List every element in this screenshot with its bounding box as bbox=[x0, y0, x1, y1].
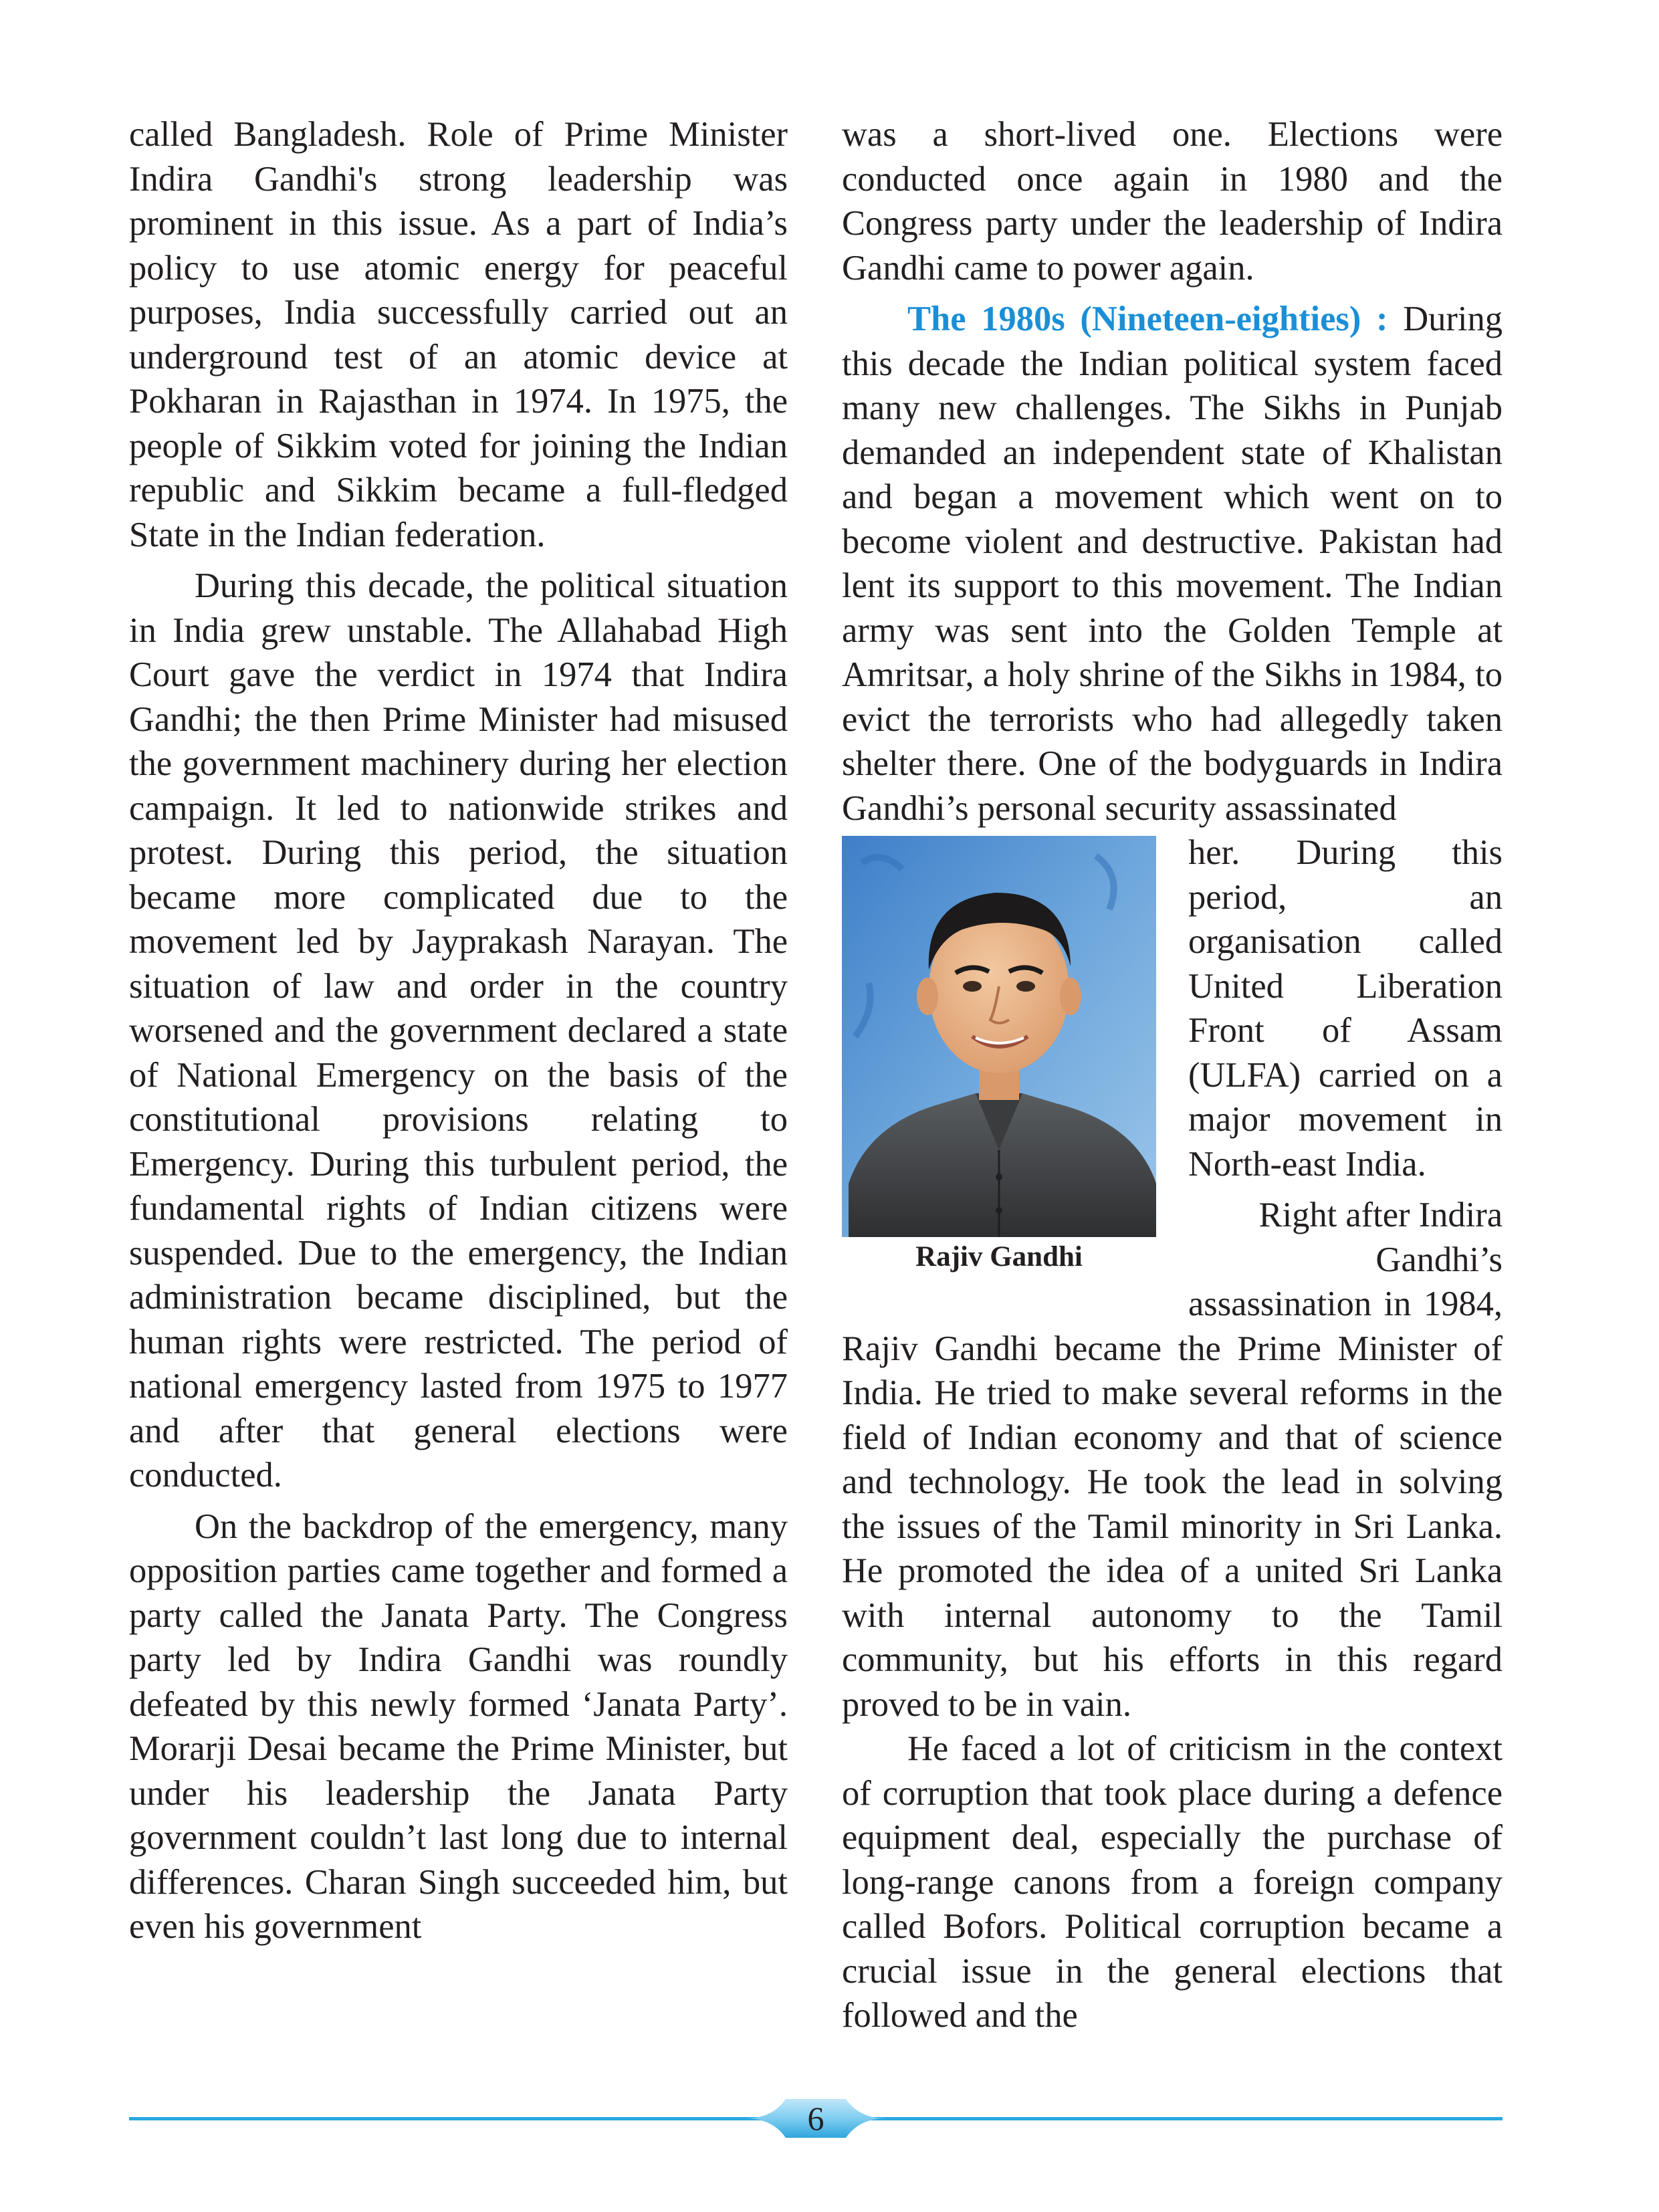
right-paragraph-3: assassination in 1984, Rajiv Gandhi became the Prime Minister of India. He tried to make several reforms in the field of Indian economy and that of science and technology. He took the lead in solving the issues of the Tamil minority in Sri Lanka. He promoted the idea of a united Sri Lanka with internal autonomy to the Tamil community, but his efforts in this regard proved to be in vain. bbox=[842, 1285, 1503, 1724]
right-paragraph-2 bbox=[842, 297, 1503, 831]
right-paragraph-4: He faced a lot of criticism in the context of corruption that took place during a defence equipment deal, especially the purchase of long-range canons from a foreign company called Bofors. Political corruption became a crucial issue in the general elections that followed and the bbox=[842, 1729, 1503, 2035]
right-paragraph-2-body: During this decade the Indian political system faced many new challenges. The Sikhs in Punjab demanded an independent state of Khalistan and began a movement which went on to become violent and destructive. Pakistan had lent its support to this movement. The Indian army was sent into the Golden Temple at Amritsar, a holy shrine of the Sikhs in 1984, to evict the terrorists who had allegedly taken shelter there. One of the bodyguards in Indira Gandhi’s personal security assassinated bbox=[842, 300, 1503, 828]
portrait-illustration-icon bbox=[842, 836, 1156, 1237]
right-paragraph-2-wrap: her. During this period, an organisation called United Liberation Front of Assam (ULFA) carried on a major movement in North-east India. bbox=[1188, 833, 1503, 1184]
page-number: 6 bbox=[807, 2100, 824, 2137]
right-paragraph-1: was a short-lived one. Elections were conducted once again in 1980 and the Congress party under the leadership of Indira Gandhi came to power again. bbox=[842, 115, 1503, 288]
section-heading-1980s: The 1980s (Nineteen-eighties) : bbox=[907, 300, 1388, 338]
figure-wrap-block bbox=[842, 831, 1503, 1727]
left-paragraph-3: On the backdrop of the emergency, many opposition parties came together and formed a party called the Janata Party. The Congress party led by Indira Gandhi was roundly defeated by this newly formed ‘Janata Party’. Morarji Desai became the Prime Minister, but under his leadership the Janata Party government couldn’t last long due to internal differences. Charan Singh succeeded him, but even his government bbox=[129, 1507, 788, 1946]
left-paragraph-2: During this decade, the political situation in India grew unstable. The Allahabad High Court gave the verdict in 1974 that Indira Gandhi; the then Prime Minister had misused the government machinery during her election campaign. It led to nationwide strikes and protest. During this period, the situation became more complicated due to the movement led by Jayprakash Narayan. The situation of law and order in the country worsened and the government declared a state of National Emergency on the basis of the constitutional provisions relating to Emergency. During this turbulent period, the fundamental rights of Indian citizens were suspended. Due to the emergency, the Indian administration became disciplined, but the human rights were restricted. The period of national emergency lasted from 1975 to 1977 and after that general elections were conducted. bbox=[129, 566, 788, 1495]
footer-rule-right bbox=[863, 2117, 1503, 2120]
right-column bbox=[842, 112, 1503, 2038]
portrait-figure bbox=[842, 836, 1170, 1304]
footer-rule-left bbox=[129, 2117, 771, 2120]
right-paragraph-3-start: Right after Indira Gandhi’s bbox=[1258, 1196, 1503, 1279]
figure-caption: Rajiv Gandhi bbox=[915, 1241, 1083, 1273]
left-paragraph-1: called Bangladesh. Role of Prime Minister Indira Gandhi's strong leadership was prominent in this issue. As a part of India’s policy to use atomic energy for peaceful purposes, India successfully carried out an underground test of an atomic device at Pokharan in Rajasthan in 1974. In 1975, the people of Sikkim voted for joining the Indian republic and Sikkim became a full-fledged State in the Indian federation. bbox=[129, 115, 788, 554]
left-column bbox=[129, 112, 788, 1949]
